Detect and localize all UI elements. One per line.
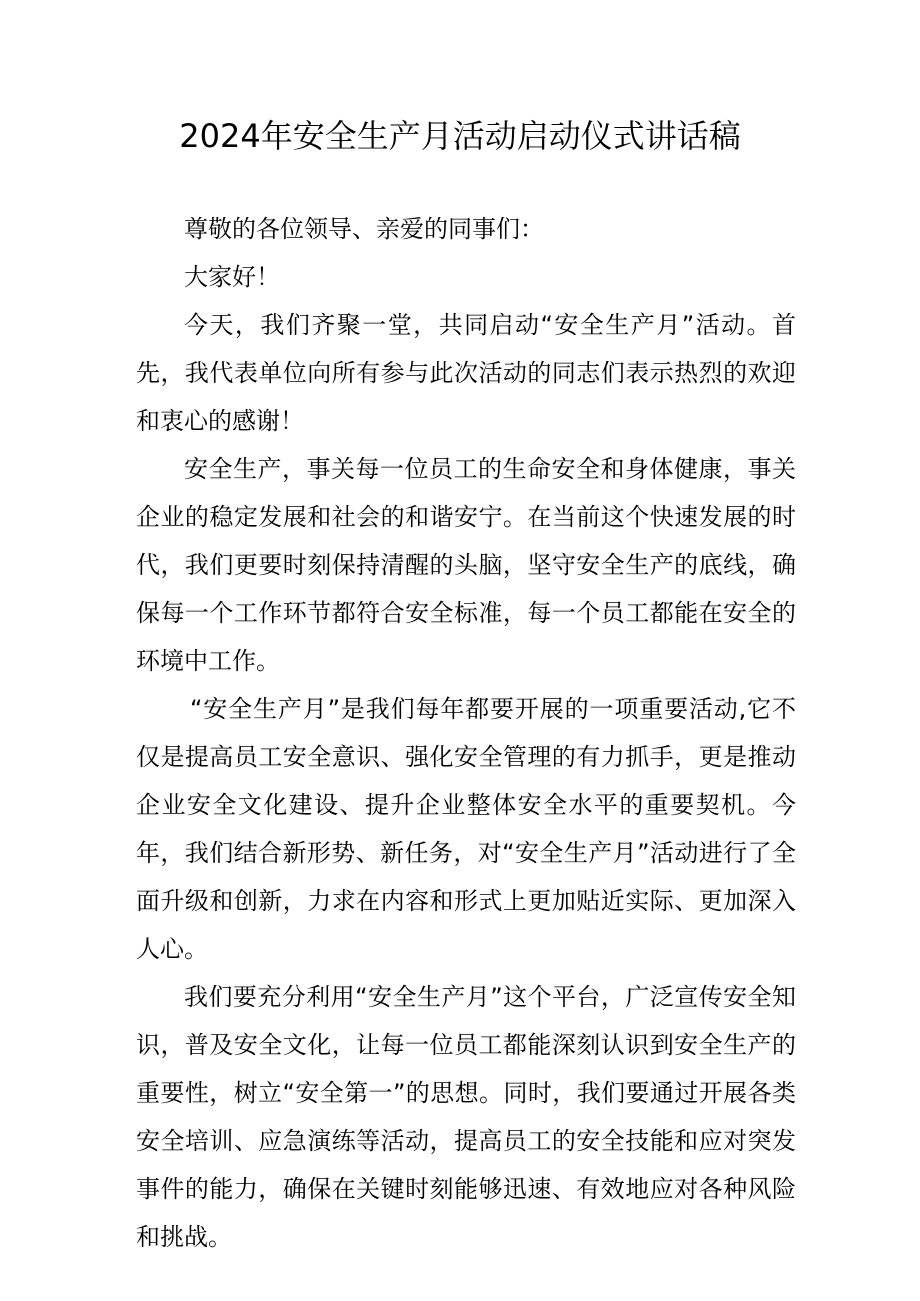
hello-paragraph: 大家好！ bbox=[184, 263, 280, 291]
document-title: 2024年安全生产月活动启动仪式讲话稿 bbox=[179, 117, 741, 155]
safety-month-paragraph: “安全生产月”是我们每年都要开展的一项重要活动,它不仅是提高员工安全意识、强化安全管理的有力抓手，更是推动企业安全文化建设、提升企业整体安全水平的重要契机。今年，我们结合新形势、新任务，对“安全生产月”活动进行了全面升级和创新，力求在内容和形式上更加贴近实际、更加深入人心。 bbox=[136, 695, 796, 963]
activities-paragraph: 我们要充分利用“安全生产月”这个平台，广泛宣传安全知识，普及安全文化，让每一位员工都能深刻认识到安全生产的重要性，树立“安全第一”的思想。同时，我们要通过开展各类安全培训、应急演练等活动，提高员工的安全技能和应对突发事件的能力，确保在关键时刻能够迅速、有效地应对各种风险和挑战。 bbox=[136, 983, 796, 1251]
document-body bbox=[136, 205, 796, 1261]
greeting-paragraph: 尊敬的各位领导、亲爱的同事们： bbox=[184, 215, 544, 243]
safety-importance-paragraph: 安全生产，事关每一位员工的生命安全和身体健康，事关企业的稳定发展和社会的和谐安宁。在当前这个快速发展的时代，我们更要时刻保持清醒的头脑，坚守安全生产的底线，确保每一个工作环节都符合安全标准，每一个员工都能在安全的环境中工作。 bbox=[136, 455, 796, 675]
opening-paragraph: 今天，我们齐聚一堂，共同启动“安全生产月”活动。首先，我代表单位向所有参与此次活动的同志们表示热烈的欢迎和衷心的感谢！ bbox=[136, 311, 796, 435]
